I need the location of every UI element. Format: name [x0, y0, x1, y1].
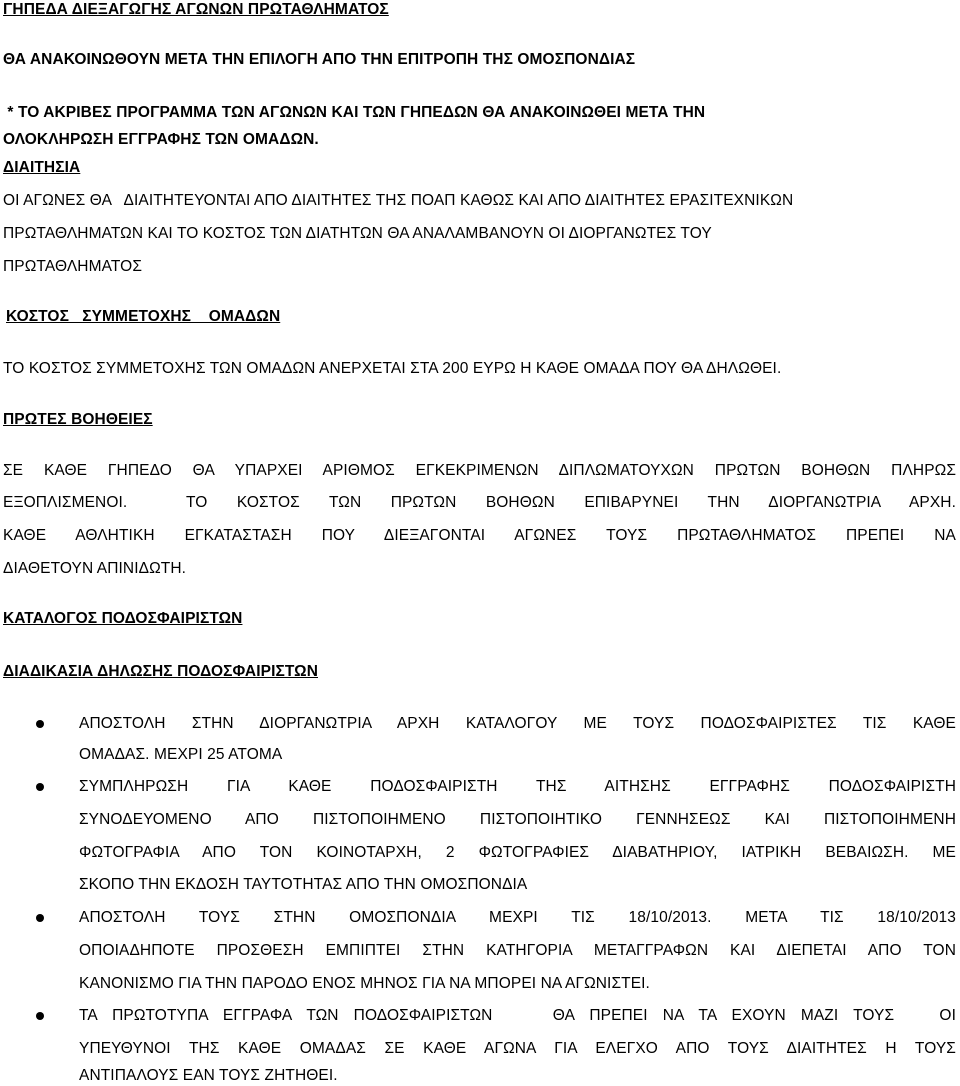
registration-item-4-line-1: ΤΑ ΠΡΩΤΟΤΥΠΑ ΕΓΓΡΑΦΑ ΤΩΝ ΠΟΔΟΣΦΑΙΡΙΣΤΩΝ ΘΑ ΠΡΕΠΕΙ ΝΑ ΤΑ ΕΧΟΥΝ ΜΑΖΙ ΤΟΥΣ ΟΙ: [79, 1007, 956, 1024]
referees-text-line-1: ΟΙ ΑΓΩΝΕΣ ΘΑ ΔΙΑΙΤΗΤΕΥΟΝΤΑΙ ΑΠΟ ΔΙΑΙΤΗΤΕΣ ΤΗΣ ΠΟΑΠ ΚΑΘΩΣ ΚΑΙ ΑΠΟ ΔΙΑΙΤΗΤΕΣ ΕΡΑΣΙΤΕΧΝΙΚΩΝ: [3, 192, 794, 209]
first-aid-text-line-4: ΔΙΑΘΕΤΟΥΝ ΑΠΙΝΙΔΩΤΗ.: [3, 560, 187, 577]
fee-heading: ΚΟΣΤΟΣ ΣΥΜΜΕΤΟΧΗΣ ΟΜΑΔΩΝ: [6, 308, 281, 325]
venues-note-line-1: * ΤΟ ΑΚΡΙΒΕΣ ΠΡΟΓΡΑΜΜΑ ΤΩΝ ΑΓΩΝΩΝ ΚΑΙ ΤΩΝ ΓΗΠΕΔΩΝ ΘΑ ΑΝΑΚΟΙΝΩΘΕΙ ΜΕΤΑ ΤΗΝ: [3, 104, 706, 121]
registration-item-2-line-3: ΦΩΤΟΓΡΑΦΙΑ ΑΠΟ ΤΟΝ ΚΟΙΝΟΤΑΡΧΗ, 2 ΦΩΤΟΓΡΑΦΙΕΣ ΔΙΑΒΑΤΗΡΙΟΥ, ΙΑΤΡΙΚΗ ΒΕΒΑΙΩΣΗ. ΜΕ: [79, 844, 956, 861]
registration-item-4-line-3: ΑΝΤΙΠΑΛΟΥΣ ΕΑΝ ΤΟΥΣ ΖΗΤΗΘΕΙ.: [79, 1067, 338, 1084]
venues-note-line-2: ΟΛΟΚΛΗΡΩΣΗ ΕΓΓΡΑΦΗΣ ΤΩΝ ΟΜΑΔΩΝ.: [3, 131, 319, 148]
registration-item-1-line-1: ΑΠΟΣΤΟΛΗ ΣΤΗΝ ΔΙΟΡΓΑΝΩΤΡΙΑ ΑΡΧΗ ΚΑΤΑΛΟΓΟΥ ΜΕ ΤΟΥΣ ΠΟΔΟΣΦΑΙΡΙΣΤΕΣ ΤΙΣ ΚΑΘΕ: [79, 715, 956, 732]
registration-heading: ΔΙΑΔΙΚΑΣΙΑ ΔΗΛΩΣΗΣ ΠΟΔΟΣΦΑΙΡΙΣΤΩΝ: [3, 663, 318, 680]
registration-item-4-line-2: ΥΠΕΥΘΥΝΟΙ ΤΗΣ ΚΑΘΕ ΟΜΑΔΑΣ ΣΕ ΚΑΘΕ ΑΓΩΝΑ ΓΙΑ ΕΛΕΓΧΟ ΑΠΟ ΤΟΥΣ ΔΙΑΙΤΗΤΕΣ Η ΤΟΥΣ: [79, 1040, 956, 1057]
registration-item-2-line-2: ΣΥΝΟΔΕΥΟΜΕΝΟ ΑΠΟ ΠΙΣΤΟΠΟΙΗΜΕΝΟ ΠΙΣΤΟΠΟΙΗΤΙΚΟ ΓΕΝΝΗΣΕΩΣ ΚΑΙ ΠΙΣΤΟΠΟΙΗΜΕΝΗ: [79, 811, 956, 828]
registration-item-3-line-3: ΚΑΝΟΝΙΣΜΟ ΓΙΑ ΤΗΝ ΠΑΡΟΔΟ ΕΝΟΣ ΜΗΝΟΣ ΓΙΑ ΝΑ ΜΠΟΡΕΙ ΝΑ ΑΓΩΝΙΣΤΕΙ.: [79, 975, 650, 992]
registration-item-3-line-1: ΑΠΟΣΤΟΛΗ ΤΟΥΣ ΣΤΗΝ ΟΜΟΣΠΟΝΔΙΑ ΜΕΧΡΙ ΤΙΣ 18/10/2013. ΜΕΤΑ ΤΙΣ 18/10/2013: [79, 909, 956, 926]
referees-text-line-2: ΠΡΩΤΑΘΛΗΜΑΤΩΝ ΚΑΙ ΤΟ ΚΟΣΤΟΣ ΤΩΝ ΔΙΑΤΗΤΩΝ ΘΑ ΑΝΑΛΑΜΒΑΝΟΥΝ ΟΙ ΔΙΟΡΓΑΝΩΤΕΣ ΤΟΥ: [3, 225, 712, 242]
referees-heading: ΔΙΑΙΤΗΣΙΑ: [3, 159, 81, 176]
bullet-icon: [36, 720, 44, 728]
registration-item-3-line-2: ΟΠΟΙΑΔΗΠΟΤΕ ΠΡΟΣΘΕΣΗ ΕΜΠΙΠΤΕΙ ΣΤΗΝ ΚΑΤΗΓΟΡΙΑ ΜΕΤΑΓΓΡΑΦΩΝ ΚΑΙ ΔΙΕΠΕΤΑΙ ΑΠΟ ΤΟΝ: [79, 942, 956, 959]
bullet-icon: [36, 783, 44, 791]
first-aid-text-line-2: ΕΞΟΠΛΙΣΜΕΝΟΙ. ΤΟ ΚΟΣΤΟΣ ΤΩΝ ΠΡΩΤΩΝ ΒΟΗΘΩΝ ΕΠΙΒΑΡΥΝΕΙ ΤΗΝ ΔΙΟΡΓΑΝΩΤΡΙΑ ΑΡΧΗ.: [3, 494, 956, 511]
fee-text: ΤΟ ΚΟΣΤΟΣ ΣΥΜΜΕΤΟΧΗΣ ΤΩΝ ΟΜΑΔΩΝ ΑΝΕΡΧΕΤΑΙ ΣΤΑ 200 ΕΥΡΩ Η ΚΑΘΕ ΟΜΑΔΑ ΠΟΥ ΘΑ ΔΗΛΩΘΕΙ.: [3, 360, 782, 377]
first-aid-text-line-1: ΣΕ ΚΑΘΕ ΓΗΠΕΔΟ ΘΑ ΥΠΑΡΧΕΙ ΑΡΙΘΜΟΣ ΕΓΚΕΚΡΙΜΕΝΩΝ ΔΙΠΛΩΜΑΤΟΥΧΩΝ ΠΡΩΤΩΝ ΒΟΗΘΩΝ ΠΛΗΡΩΣ: [3, 462, 956, 479]
venues-heading: ΓΗΠΕΔΑ ΔΙΕΞΑΓΩΓΗΣ ΑΓΩΝΩΝ ΠΡΩΤΑΘΛΗΜΑΤΟΣ: [3, 1, 389, 18]
venues-text: ΘΑ ΑΝΑΚΟΙΝΩΘΟΥΝ ΜΕΤΑ ΤΗΝ ΕΠΙΛΟΓΗ ΑΠΟ ΤΗΝ ΕΠΙΤΡΟΠΗ ΤΗΣ ΟΜΟΣΠΟΝΔΙΑΣ: [3, 51, 636, 68]
referees-text-line-3: ΠΡΩΤΑΘΛΗΜΑΤΟΣ: [3, 258, 142, 275]
first-aid-heading: ΠΡΩΤΕΣ ΒΟΗΘΕΙΕΣ: [3, 411, 153, 428]
bullet-icon: [36, 1012, 44, 1020]
first-aid-text-line-3: ΚΑΘΕ ΑΘΛΗΤΙΚΗ ΕΓΚΑΤΑΣΤΑΣΗ ΠΟΥ ΔΙΕΞΑΓΟΝΤΑΙ ΑΓΩΝΕΣ ΤΟΥΣ ΠΡΩΤΑΘΛΗΜΑΤΟΣ ΠΡΕΠΕΙ ΝΑ: [3, 527, 956, 544]
registration-item-2-line-1: ΣΥΜΠΛΗΡΩΣΗ ΓΙΑ ΚΑΘΕ ΠΟΔΟΣΦΑΙΡΙΣΤΗ ΤΗΣ ΑΙΤΗΣΗΣ ΕΓΓΡΑΦΗΣ ΠΟΔΟΣΦΑΙΡΙΣΤΗ: [79, 778, 956, 795]
registration-item-1-line-2: ΟΜΑΔΑΣ. ΜΕΧΡΙ 25 ΑΤΟΜΑ: [79, 746, 283, 763]
players-list-heading: ΚΑΤΑΛΟΓΟΣ ΠΟΔΟΣΦΑΙΡΙΣΤΩΝ: [3, 610, 243, 627]
registration-item-2-line-4: ΣΚΟΠΟ ΤΗΝ ΕΚΔΟΣΗ ΤΑΥΤΟΤΗΤΑΣ ΑΠΟ ΤΗΝ ΟΜΟΣΠΟΝΔΙΑ: [79, 876, 528, 893]
bullet-icon: [36, 914, 44, 922]
